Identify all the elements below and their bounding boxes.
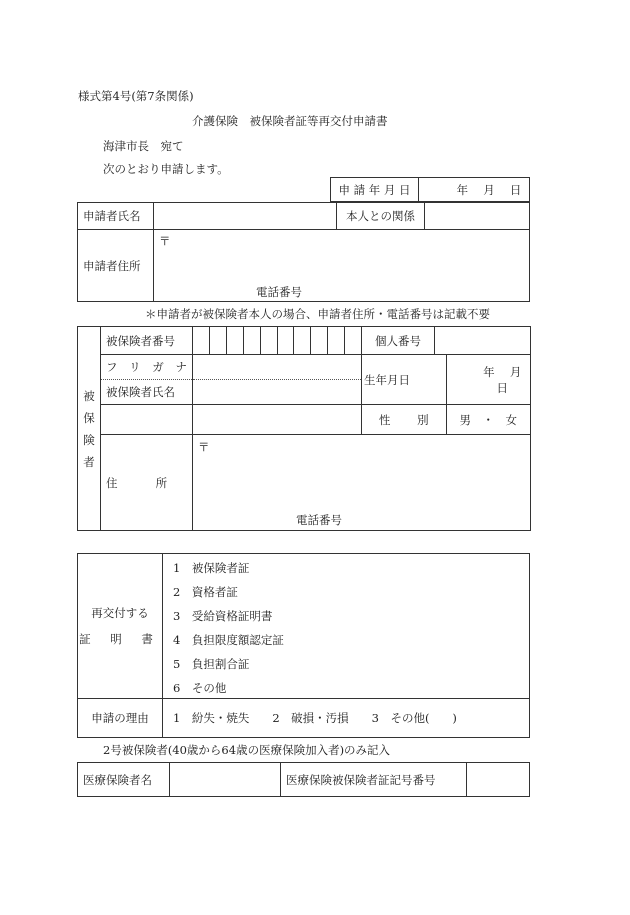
certificate-item[interactable]: 3 受給資格証明書: [173, 609, 273, 623]
applicant-name-label: 申請者氏名: [78, 203, 154, 230]
digit-box[interactable]: [328, 327, 345, 354]
medical-note: 2号被保険者(40歳から64歳の医療保険加入者)のみ記入: [103, 743, 391, 757]
reason-options[interactable]: 1 紛失・焼失 2 破損・汚損 3 その他( ): [163, 699, 530, 738]
insured-number-field[interactable]: [193, 327, 362, 355]
digit-box[interactable]: [193, 327, 210, 354]
digit-box[interactable]: [294, 327, 311, 354]
sex-field[interactable]: 男 ・ 女: [446, 405, 531, 435]
insured-table: [77, 326, 537, 531]
page-title: 介護保険 被保険者証等再交付申請書: [192, 114, 388, 128]
certificate-label-line1: 再交付する: [91, 606, 149, 620]
insured-side-char: 保: [83, 410, 95, 425]
name-label-cell: [101, 355, 193, 405]
medical-insurer-label: 医療保険者名: [78, 763, 170, 797]
sex-label: 性 別: [362, 405, 447, 435]
postal-mark: 〒: [198, 440, 210, 454]
name-spacer: [101, 405, 193, 435]
applicant-note: ＊申請者が被保険者本人の場合、申請者住所・電話番号は記載不要: [145, 307, 490, 321]
certificates-table: [77, 553, 530, 738]
applicant-address-field[interactable]: [154, 230, 530, 302]
relation-label: 本人との関係: [337, 203, 425, 230]
birth-label: 生年月日: [362, 355, 447, 405]
certificate-item[interactable]: 4 負担限度額認定証: [173, 633, 284, 647]
postal-mark: 〒: [159, 234, 171, 248]
addressee: 海津市長 宛て: [103, 139, 184, 153]
name-field-lower[interactable]: [193, 405, 362, 435]
applicant-name-field[interactable]: [154, 203, 337, 230]
intro-text: 次のとおり申請します。: [103, 162, 229, 176]
medical-number-field[interactable]: [467, 763, 530, 797]
applicant-address-label: 申請者住所: [78, 230, 154, 302]
digit-box[interactable]: [261, 327, 278, 354]
certificate-item[interactable]: 1 被保険者証: [173, 561, 250, 575]
personal-number-label: 個人番号: [362, 327, 435, 354]
insured-address-field[interactable]: [193, 435, 531, 531]
certificate-item[interactable]: 6 その他: [173, 681, 227, 695]
relation-field[interactable]: [425, 203, 530, 230]
insured-name-field[interactable]: [193, 355, 362, 405]
digit-box[interactable]: [345, 327, 361, 354]
personal-number-field[interactable]: [435, 327, 530, 354]
certificate-item[interactable]: 5 負担割合証: [173, 657, 250, 671]
certificate-label-line2: 証 明 書: [79, 632, 161, 646]
insured-side-char: 険: [83, 432, 95, 447]
digit-box[interactable]: [227, 327, 244, 354]
furigana-label: フ リ ガ ナ: [101, 355, 192, 380]
insured-name-label: 被保険者氏名: [106, 385, 175, 399]
applicant-table: [77, 202, 530, 302]
furigana-field[interactable]: [193, 355, 361, 380]
digit-box[interactable]: [278, 327, 295, 354]
certificate-label: [78, 554, 163, 699]
reason-label: 申請の理由: [78, 699, 163, 738]
medical-table: [77, 762, 530, 797]
digit-box[interactable]: [311, 327, 328, 354]
insured-address-label: 住 所: [101, 435, 193, 531]
digit-box[interactable]: [210, 327, 227, 354]
medical-number-label: 医療保険被保険者証記号番号: [281, 763, 467, 797]
insured-number-label: 被保険者番号: [101, 327, 193, 355]
application-date-label: 申 請 年 月 日: [331, 178, 419, 202]
applicant-phone-label: 電話番号: [256, 285, 302, 299]
form-number: 様式第4号(第7条関係): [78, 89, 194, 103]
insured-side-char: 者: [83, 454, 95, 469]
insured-side-label: [78, 327, 101, 531]
personal-number-cell: [362, 327, 531, 355]
application-date-field[interactable]: 年 月 日: [419, 178, 530, 202]
application-date-table: [330, 177, 530, 202]
certificate-item[interactable]: 2 資格者証: [173, 585, 238, 599]
insured-phone-label: 電話番号: [296, 513, 342, 527]
birth-field[interactable]: 年 月 日: [446, 355, 531, 405]
certificate-list: [163, 554, 530, 699]
insured-side-char: 被: [83, 388, 95, 403]
digit-box[interactable]: [244, 327, 261, 354]
medical-insurer-field[interactable]: [170, 763, 281, 797]
